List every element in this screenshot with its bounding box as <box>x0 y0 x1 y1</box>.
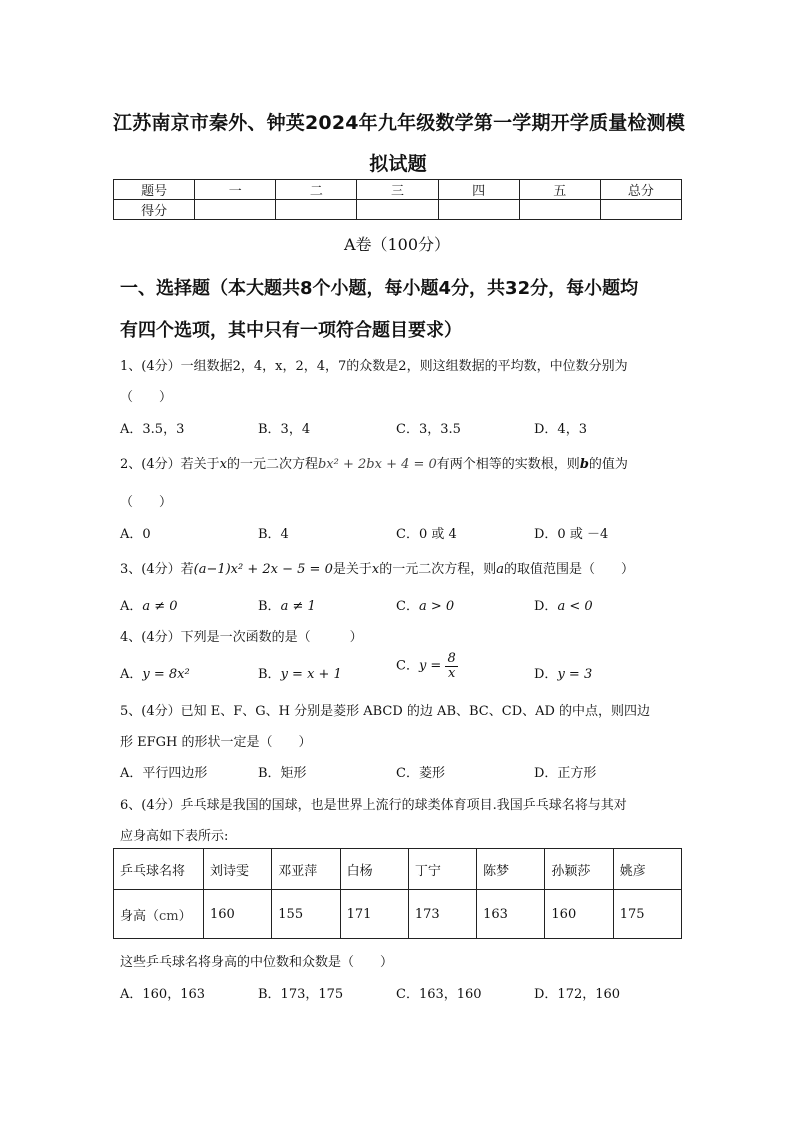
q4-option-c[interactable] <box>396 652 458 680</box>
score-header-cell: 题号 <box>114 180 195 200</box>
q3-option-b[interactable] <box>258 595 316 614</box>
q3-option-a-math: a ≠ 0 <box>142 599 178 614</box>
q4-frac-numerator: 8 <box>447 651 456 666</box>
score-blank-cell[interactable] <box>600 200 681 220</box>
q6-option-b[interactable]: B．173，175 <box>258 987 344 1002</box>
q1-option-d[interactable]: D．4，3 <box>534 422 587 437</box>
score-blank-cell[interactable] <box>438 200 519 220</box>
q1-answer-paren: （ ） <box>120 390 173 405</box>
score-table-header-row <box>114 180 682 200</box>
q4-option-a-label: A． <box>120 667 143 682</box>
q2-option-b[interactable]: B．4 <box>258 527 289 542</box>
q2-option-a[interactable]: A．0 <box>120 527 151 542</box>
q4-stem: 4、(4分）下列是一次函数的是（ ） <box>120 630 363 645</box>
player-name-cell: 邓亚萍 <box>272 849 340 890</box>
q4-option-c-label: C． <box>396 658 419 674</box>
q3-option-d[interactable] <box>534 595 593 614</box>
q4-frac-denominator: x <box>447 665 456 681</box>
q3-stem-mid2: 的一元二次方程，则 <box>379 562 497 577</box>
exam-title-line2: 拟试题 <box>369 153 427 175</box>
q2-var-x: x <box>219 457 227 472</box>
q3-option-a[interactable] <box>120 595 178 614</box>
table-header-cell: 乒乓球名将 <box>114 849 204 890</box>
q4-option-c-fraction <box>445 652 457 680</box>
q6-stem-line1: 6、(4分）乒乓球是我国的国球，也是世界上流行的球类体育项目.我国乒乓球名将与其对 <box>120 798 627 813</box>
q2-stem-pre: 2、(4分）若关于 <box>120 457 220 472</box>
height-label-cell: 身高（cm） <box>114 890 204 939</box>
q3-option-c-math: a > 0 <box>418 599 455 614</box>
height-label: 身高 <box>120 908 147 924</box>
q4-option-b-math: y = x + 1 <box>280 667 342 682</box>
score-blank-cell[interactable] <box>357 200 438 220</box>
q4-option-d-label: D． <box>534 667 558 682</box>
q3-option-b-math: a ≠ 1 <box>280 599 316 614</box>
height-value-cell: 163 <box>477 890 545 939</box>
section-a-heading: A卷（100分） <box>343 235 451 254</box>
q6-option-a[interactable]: A．160，163 <box>120 987 206 1002</box>
q4-option-d-math: y = 3 <box>557 667 593 682</box>
height-value-cell: 171 <box>340 890 408 939</box>
score-header-cell: 一 <box>195 180 276 200</box>
q3-var-x: x <box>371 562 380 577</box>
q5-stem-line2: 形 EFGH 的形状一定是（ ） <box>120 735 312 750</box>
height-value-cell: 155 <box>272 890 340 939</box>
height-value-cell: 160 <box>545 890 613 939</box>
height-value-cell: 173 <box>408 890 476 939</box>
q1-stem: 1、(4分）一组数据2，4，x，2，4，7的众数是2，则这组数据的平均数，中位数分别为 <box>120 359 628 374</box>
q3-option-d-math: a < 0 <box>557 599 593 614</box>
q6-option-c[interactable]: C．163，160 <box>396 987 482 1002</box>
q3-stem-end: 的取值范围是（ ） <box>503 562 634 577</box>
q5-option-c[interactable]: C．菱形 <box>396 766 445 781</box>
q2-stem-post: 有两个相等的实数根，则 <box>436 457 580 472</box>
score-header-cell: 五 <box>519 180 600 200</box>
q5-option-b[interactable]: B．矩形 <box>258 766 307 781</box>
score-blank-cell[interactable] <box>519 200 600 220</box>
part1-heading-line2: 有四个选项，其中只有一项符合题目要求） <box>120 320 462 341</box>
q2-option-d[interactable]: D．0 或 －4 <box>534 527 609 542</box>
player-name-cell: 陈梦 <box>477 849 545 890</box>
q4-option-a[interactable] <box>120 663 190 682</box>
q1-option-b[interactable]: B．3，4 <box>258 422 311 437</box>
q2-stem-mid: 的一元二次方程 <box>226 457 318 472</box>
q2-stem-end: 的值为 <box>588 457 628 472</box>
player-name-cell: 白杨 <box>340 849 408 890</box>
player-name-cell: 丁宁 <box>408 849 476 890</box>
q2-answer-paren: （ ） <box>120 495 173 510</box>
q3-stem-pre: 3、(4分）若 <box>120 562 194 577</box>
q3-stem <box>120 558 634 577</box>
score-blank-cell[interactable] <box>276 200 357 220</box>
player-name-cell: 孙颖莎 <box>545 849 613 890</box>
exam-title-line1: 江苏南京市秦外、钟英2024年九年级数学第一学期开学质量检测模 <box>113 112 686 134</box>
q3-option-a-label: A． <box>120 599 143 614</box>
q3-equation: (a−1)x² + 2x − 5 = 0 <box>193 562 333 577</box>
player-height-row <box>114 890 682 939</box>
score-row-label: 得分 <box>114 200 195 220</box>
q2-equation: bx² + 2bx + 4 = 0 <box>317 457 437 472</box>
q1-option-c[interactable]: C．3，3.5 <box>396 422 461 437</box>
q2-var-b: b <box>579 457 589 472</box>
q6-option-d[interactable]: D．172，160 <box>534 987 621 1002</box>
height-value-cell: 160 <box>204 890 272 939</box>
height-value-cell: 175 <box>613 890 681 939</box>
player-heights-table <box>113 848 682 939</box>
q4-option-b[interactable] <box>258 663 342 682</box>
player-name-row <box>114 849 682 890</box>
player-name-cell: 姚彦 <box>613 849 681 890</box>
score-header-cell: 总分 <box>600 180 681 200</box>
q4-option-c-lhs: y = <box>418 658 442 674</box>
q1-option-a[interactable]: A．3.5，3 <box>120 422 185 437</box>
height-unit: cm <box>159 908 179 924</box>
player-name-cell: 刘诗雯 <box>204 849 272 890</box>
q6-stem-line2: 应身高如下表所示: <box>120 829 229 844</box>
q5-stem-line1: 5、(4分）已知 E、F、G、H 分别是菱形 ABCD 的边 AB、BC、CD、AD 的中点，则四边 <box>120 704 651 719</box>
q3-option-d-label: D． <box>534 599 558 614</box>
score-header-cell: 二 <box>276 180 357 200</box>
part1-heading-line1: 一、选择题（本大题共8个小题，每小题4分，共32分，每小题均 <box>120 278 639 299</box>
score-table-score-row <box>114 200 682 220</box>
q4-option-b-label: B． <box>258 667 281 682</box>
score-header-cell: 四 <box>438 180 519 200</box>
q6-question: 这些乒乓球名将身高的中位数和众数是（ ） <box>120 955 394 970</box>
score-table <box>113 179 682 220</box>
q2-stem <box>120 453 628 472</box>
q5-option-d[interactable]: D．正方形 <box>534 766 597 781</box>
q3-var-a: a <box>496 562 504 577</box>
q3-option-c[interactable] <box>396 595 454 614</box>
q3-option-c-label: C． <box>396 599 419 614</box>
score-header-cell: 三 <box>357 180 438 200</box>
q3-option-b-label: B． <box>258 599 281 614</box>
q4-option-a-math: y = 8x² <box>142 667 190 682</box>
q4-option-d[interactable] <box>534 663 592 682</box>
q3-stem-mid: 是关于 <box>332 562 372 577</box>
q2-option-c[interactable]: C．0 或 4 <box>396 527 457 542</box>
q5-option-a[interactable]: A．平行四边形 <box>120 766 208 781</box>
score-blank-cell[interactable] <box>195 200 276 220</box>
